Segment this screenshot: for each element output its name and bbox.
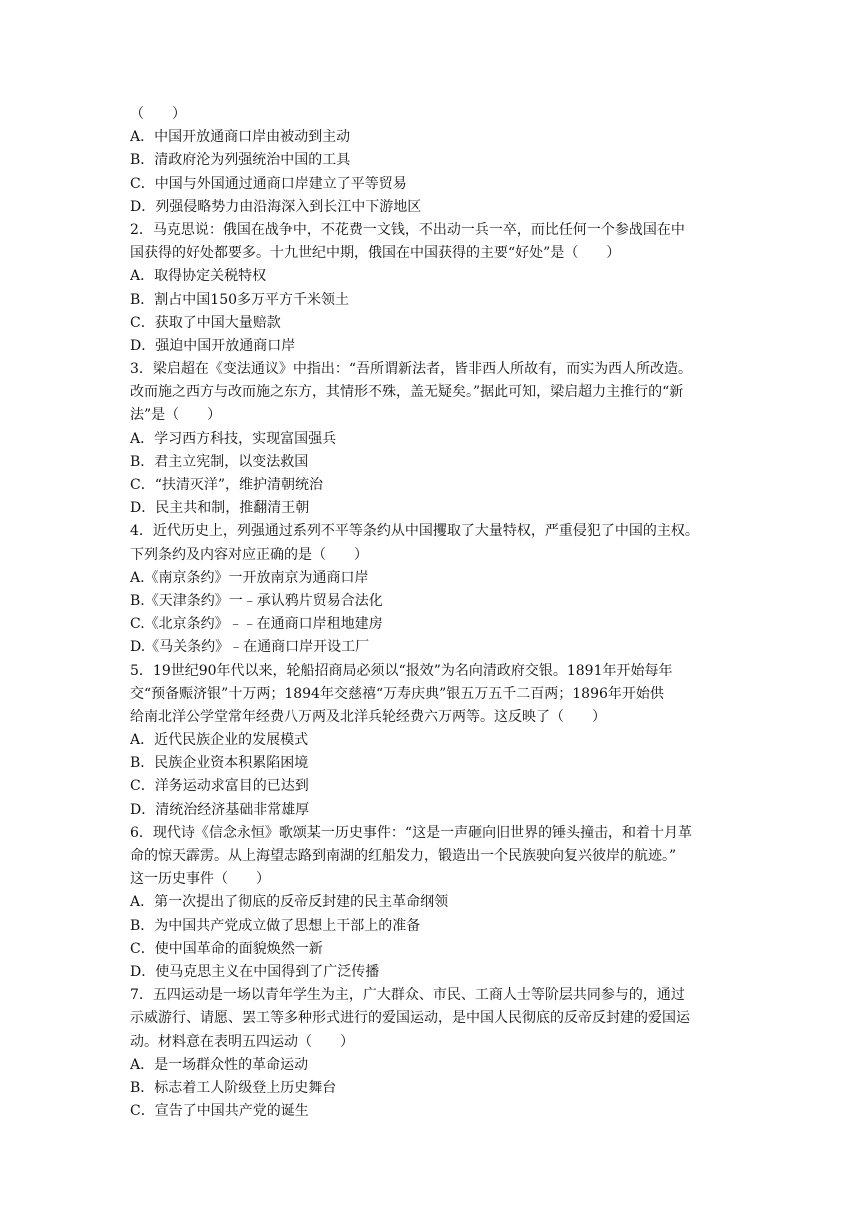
text-line: 6．现代诗《信念永恒》歌颂某一历史事件：“这是一声砸向旧世界的锤头撞击，和着十月革 [130,824,693,841]
text-line: 给南北洋公学堂常年经费八万两及北洋兵轮经费六万两等。这反映了（ ） [130,708,606,725]
text-line: A．是一场群众性的革命运动 [130,1056,309,1073]
text-line: C.《北京条约》﹣﹣在通商口岸租地建房 [130,616,383,633]
text-line: D．列强侵略势力由沿海深入到长江中下游地区 [130,198,422,215]
text-line: 国获得的好处都要多。十九世纪中期，俄国在中国获得的主要“好处”是（ ） [130,245,621,262]
text-line: B.《天津条约》一﹣承认鸦片贸易合法化 [130,592,383,609]
text-line: A．取得协定关税特权 [130,268,267,285]
text-line: B．为中国共产党成立做了思想上干部上的准备 [130,917,421,934]
text-line: D．清统治经济基础非常雄厚 [130,801,310,818]
text-line: C．中国与外国通过通商口岸建立了平等贸易 [130,175,407,192]
text-line: B．君主立宪制，以变法救国 [130,453,309,470]
text-line: A.《南京条约》一开放南京为通商口岸 [130,569,369,586]
text-line: B．标志着工人阶级登上历史舞台 [130,1079,337,1096]
text-line: 命的惊天霹雳。从上海望志路到南湖的红船发力，锻造出一个民族驶向复兴彼岸的航迹。” [130,848,677,864]
text-line: C．宣告了中国共产党的诞生 [130,1103,309,1120]
text-line: 动。材料意在表明五四运动（ ） [130,1033,354,1050]
text-line: B．民族企业资本积累陷困境 [130,755,309,772]
text-line: D．民主共和制，推翻清王朝 [130,500,310,517]
text-line: 交“预备赈济银”十万两；1894年交慈禧“万寿庆典”银五万五千二百两；1896年开始供 [130,685,664,702]
text-line: 下列条约及内容对应正确的是（ ） [130,546,368,563]
text-line: C．洋务运动求富目的已达到 [130,778,309,795]
text-line: 这一历史事件（ ） [130,871,270,888]
text-line: C．获取了中国大量赔款 [130,314,281,331]
text-line: （ ） [130,106,186,122]
text-line: 法”是（ ） [130,407,222,424]
document-page [130,103,730,1123]
text-line: A．学习西方科技，实现富国强兵 [130,430,337,447]
text-line: 改而施之西方与改而施之东方，其情形不殊，盖无疑矣。”据此可知，梁启超力主推行的“新 [130,384,684,401]
text-line: 5．19世纪90年代以来，轮船招商局必须以“报效”为名向清政府交银。1891年开始每年 [130,662,673,679]
text-line: A．中国开放通商口岸由被动到主动 [130,129,351,146]
text-line: A．第一次提出了彻底的反帝反封建的民主革命纲领 [130,894,449,911]
text-line: 7．五四运动是一场以青年学生为主，广大群众、市民、工商人士等阶层共同参与的，通过 [130,987,685,1004]
text-line: C．“扶清灭洋”，维护清朝统治 [130,477,324,493]
text-line: D．使马克思主义在中国得到了广泛传播 [130,963,380,980]
text-line: 2．马克思说：俄国在战争中，不花费一文钱，不出动一兵一卒，而比任何一个参战国在中 [130,221,685,238]
text-line: D.《马关条约》﹣在通商口岸开设工厂 [130,639,370,656]
text-line: 3．梁启超在《变法通议》中指出：“吾所谓新法者，皆非西人所故有，而实为西人所改造。 [130,361,693,378]
text-line: A．近代民族企业的发展模式 [130,732,309,749]
text-line: D．强迫中国开放通商口岸 [130,337,296,354]
text-line: B．清政府沦为列强统治中国的工具 [130,152,351,169]
text-line: B．割占中国150多万平方千米领土 [130,291,350,308]
text-line: 4．近代历史上，列强通过系列不平等条约从中国攫取了大量特权，严重侵犯了中国的主权。 [130,523,699,540]
text-line: C．使中国革命的面貌焕然一新 [130,940,323,957]
text-line: 示威游行、请愿、罢工等多种形式进行的爱国运动，是中国人民彻底的反帝反封建的爱国运 [130,1010,690,1027]
